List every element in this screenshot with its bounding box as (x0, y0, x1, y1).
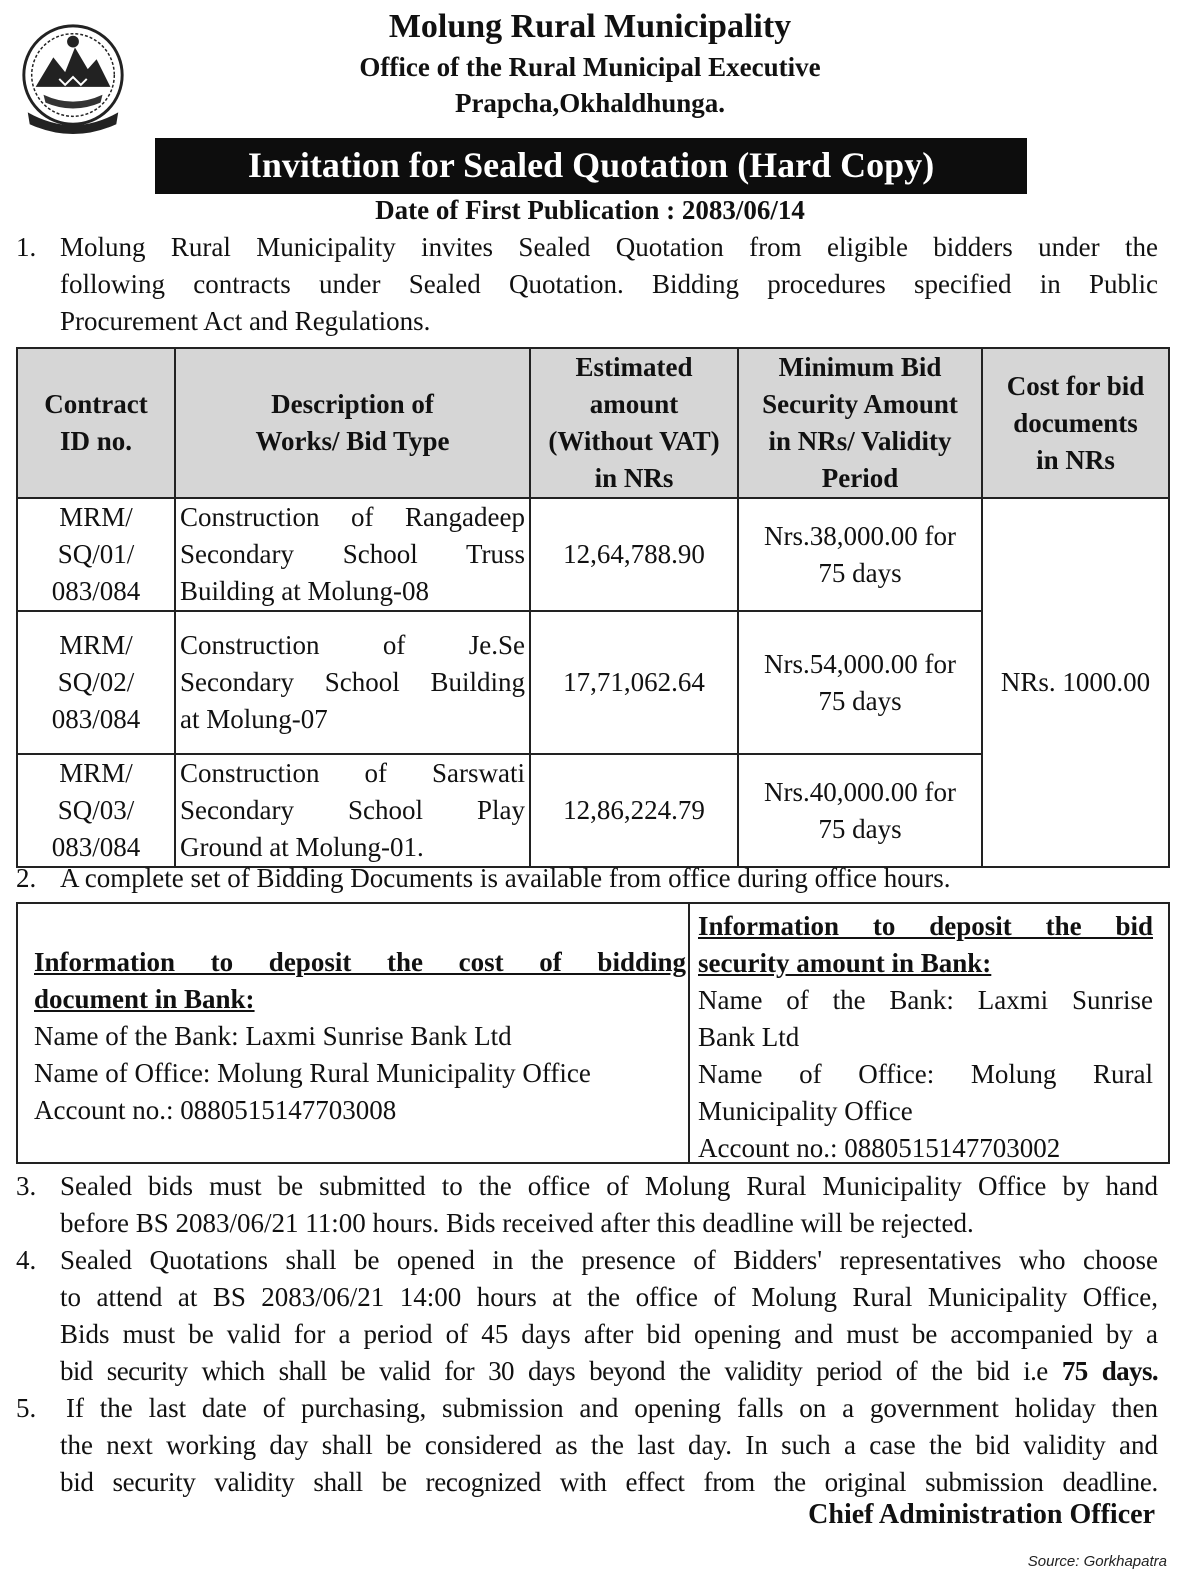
point-1-line: Procurement Act and Regulations. (60, 306, 431, 336)
point-4-line: Bids must be valid for a period of 45 days after bid opening and must be accompanied by a (60, 1319, 1158, 1349)
bid-security-line: Nrs.40,000.00 for (764, 776, 956, 807)
point-4-line (60, 1353, 1158, 1390)
description-line: Construction of Je.Se (180, 630, 525, 660)
header-line: in NRs (594, 463, 674, 493)
point-4-line-text: bid security which shall be valid for 30 days beyond the validity period of the bid i.e (60, 1356, 1048, 1386)
header-document-cost (982, 348, 1169, 498)
contract-id-line: 083/084 (51, 704, 141, 734)
validity-days-emphasis: 75 days. (1061, 1356, 1158, 1386)
point-4-text (60, 1242, 1158, 1390)
point-5-line: bid security validity shall be recognized with effect from the original submission deadline. (60, 1467, 1158, 1497)
description-line: at Molung-07 (180, 704, 328, 734)
contracts-table (16, 347, 1170, 868)
source-credit: Source: Gorkhapatra (1027, 1553, 1167, 1570)
bidding-document-bank-info (34, 944, 686, 1129)
description-cell (175, 611, 530, 754)
bank-box-divider (688, 904, 690, 1162)
header-line: Minimum Bid (778, 352, 942, 382)
bank-info-heading: Information to deposit the bid (698, 911, 1153, 941)
contract-id-line: MRM/ (59, 630, 133, 660)
bid-security-line: 75 days (818, 557, 902, 588)
point-1-line: Molung Rural Municipality invites Sealed Quotation from eligible bidders under the (60, 232, 1158, 262)
header-contract-id (17, 348, 175, 498)
description-line: Ground at Molung-01. (180, 832, 424, 862)
estimate-cell: 17,71,062.64 (530, 611, 738, 754)
account-number: Account no.: 0880515147703002 (698, 1133, 1061, 1163)
point-1-number: 1. (16, 232, 37, 262)
header-line: Security Amount (762, 389, 958, 419)
nepal-government-emblem-icon (14, 18, 132, 136)
bank-info-box (16, 902, 1170, 1164)
estimate-cell: 12,64,788.90 (530, 498, 738, 611)
bank-info-heading: Information to deposit the cost of bidding (34, 947, 686, 977)
point-3-line: before BS 2083/06/21 11:00 hours. Bids received after this deadline will be rejected. (60, 1208, 974, 1238)
point-5-line: the next working day shall be considered as the last day. In such a case the bid validity and (60, 1430, 1158, 1460)
account-number: Account no.: 0880515147703008 (34, 1095, 397, 1125)
bid-security-line: 75 days (818, 813, 902, 844)
description-line: Construction of Rangadeep (180, 502, 525, 532)
office-name: Name of Office: Molung Rural (698, 1059, 1153, 1089)
contract-id-line: SQ/03/ (57, 795, 135, 825)
point-3-number: 3. (16, 1171, 37, 1201)
header-estimate (530, 348, 738, 498)
bank-info-heading: security amount in Bank: (698, 948, 992, 978)
header-bid-security (738, 348, 982, 498)
office-name: Municipality Office (698, 1096, 913, 1126)
bank-name: Name of the Bank: Laxmi Sunrise (698, 985, 1153, 1015)
header-line: Description of (271, 389, 434, 419)
contract-id-line: 083/084 (51, 832, 141, 862)
header-line: in NRs (1036, 444, 1115, 475)
description-line: Secondary School Truss (180, 539, 525, 569)
header-line: in NRs/ Validity (768, 426, 952, 456)
publication-date: Date of First Publication : 2083/06/14 (375, 195, 805, 225)
header-line: Cost for bid (1006, 370, 1145, 401)
description-line: Secondary School Play (180, 795, 525, 825)
header-line: (Without VAT) (548, 426, 720, 456)
bid-security-bank-info (698, 908, 1153, 1167)
header-line: Period (821, 463, 899, 493)
office-name: Name of Office: Molung Rural Municipality Office (34, 1058, 591, 1088)
signatory: Chief Administration Officer (808, 1499, 1155, 1530)
bid-security-cell (738, 611, 982, 754)
header-line: Contract (44, 389, 148, 419)
description-line: Building at Molung-08 (180, 576, 429, 606)
point-3-text (60, 1168, 1158, 1242)
point-5-line: If the last date of purchasing, submission and opening falls on a government holiday then (66, 1393, 1158, 1423)
point-4-line: to attend at BS 2083/06/21 14:00 hours at the office of Molung Rural Municipality Office, (60, 1282, 1158, 1312)
header-line: documents (1013, 407, 1138, 438)
table-header-row (17, 348, 1169, 498)
point-3-line: Sealed bids must be submitted to the office of Molung Rural Municipality Office by hand (60, 1171, 1158, 1201)
point-1-text (60, 229, 1158, 340)
contract-id-line: MRM/ (59, 502, 133, 532)
contract-id-cell (17, 754, 175, 867)
point-5-text (60, 1390, 1158, 1501)
header-line: Works/ Bid Type (255, 426, 450, 456)
header-line: amount (589, 389, 679, 419)
bid-security-cell (738, 754, 982, 867)
contract-id-line: SQ/02/ (57, 667, 135, 697)
bank-info-heading: document in Bank: (34, 984, 255, 1014)
bid-security-line: Nrs.38,000.00 for (764, 520, 956, 551)
description-cell (175, 754, 530, 867)
estimate-cell: 12,86,224.79 (530, 754, 738, 867)
office-name: Office of the Rural Municipal Executive (359, 52, 821, 82)
header-description (175, 348, 530, 498)
header-line: Estimated (575, 352, 693, 382)
contract-id-line: 083/084 (51, 576, 141, 606)
contract-id-cell (17, 498, 175, 611)
description-cell (175, 498, 530, 611)
contract-id-line: SQ/01/ (57, 539, 135, 569)
municipality-title: Molung Rural Municipality (388, 8, 792, 45)
bid-security-line: 75 days (818, 685, 902, 716)
point-4-number: 4. (16, 1245, 37, 1275)
description-line: Secondary School Building (180, 667, 525, 697)
bid-security-cell (738, 498, 982, 611)
bank-name: Bank Ltd (698, 1022, 800, 1052)
bank-name: Name of the Bank: Laxmi Sunrise Bank Ltd (34, 1021, 512, 1051)
point-2-text: A complete set of Bidding Documents is available from office during office hours. (60, 863, 951, 893)
notice-banner: Invitation for Sealed Quotation (Hard Copy) (155, 138, 1027, 194)
office-address: Prapcha,Okhaldhunga. (454, 88, 726, 118)
bid-security-line: Nrs.54,000.00 for (764, 648, 956, 679)
document-cost-cell: NRs. 1000.00 (982, 498, 1169, 867)
point-2-number: 2. (16, 863, 37, 893)
description-line: Construction of Sarswati (180, 758, 525, 788)
point-4-line: Sealed Quotations shall be opened in the presence of Bidders' representatives who choose (60, 1245, 1158, 1275)
header-line: ID no. (59, 426, 133, 456)
contract-id-line: MRM/ (59, 758, 133, 788)
table-row (17, 498, 1169, 611)
contract-id-cell (17, 611, 175, 754)
point-5-number: 5. (16, 1393, 37, 1423)
point-1-line: following contracts under Sealed Quotation. Bidding procedures specified in Public (60, 269, 1158, 299)
